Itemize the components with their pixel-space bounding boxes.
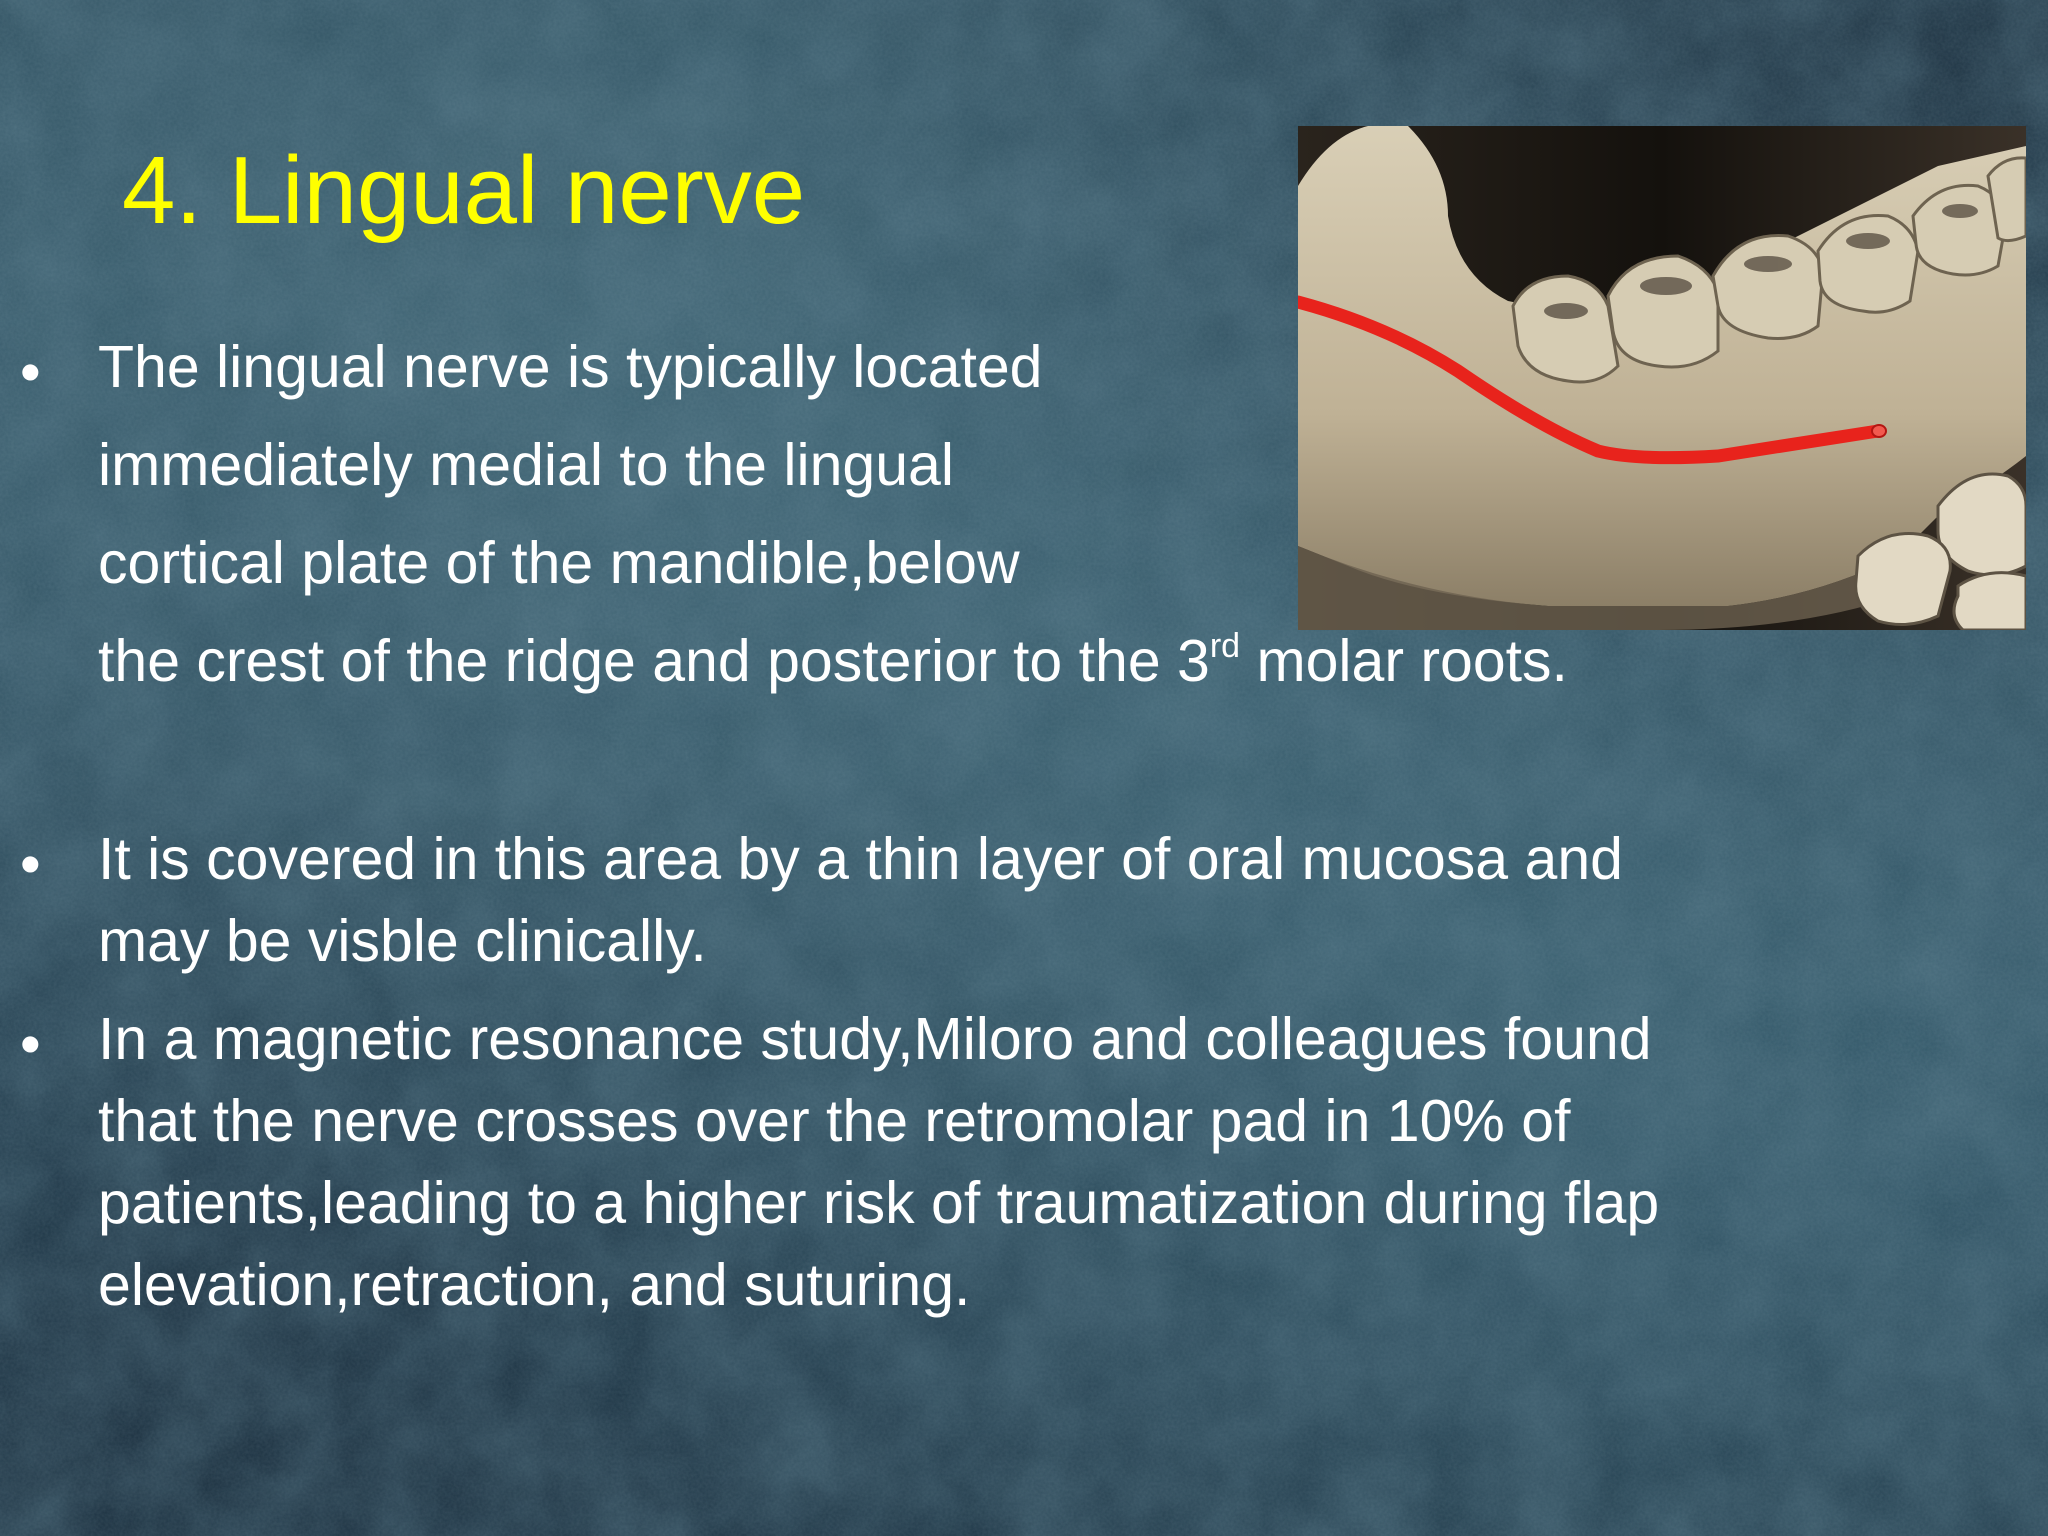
bullet-2-line-2: may be visble clinically. (98, 908, 707, 974)
bullet-marker: • (20, 1011, 41, 1077)
ordinal-suffix: rd (1209, 627, 1241, 665)
slide-title: 4. Lingual nerve (122, 137, 806, 244)
bullet-marker: • (20, 831, 41, 897)
bullet-1-line-4-text: the crest of the ridge and posterior to the 3 (98, 628, 1210, 694)
bullet-1-line-1: The lingual nerve is typically located (98, 334, 1043, 400)
bullet-3-line-1: In a magnetic resonance study,Miloro and colleagues found (98, 1006, 1652, 1072)
bullet-2-line-1: It is covered in this area by a thin layer of oral mucosa and (98, 826, 1623, 892)
bullet-3-line-3: patients,leading to a higher risk of traumatization during flap (98, 1170, 1660, 1236)
bullet-3-line-2: that the nerve crosses over the retromolar pad in 10% of (98, 1088, 1571, 1154)
bullet-1-line-4 (98, 628, 1568, 696)
mandible-nerve-photo (1298, 126, 2026, 630)
bullet-marker: • (20, 339, 41, 405)
bullet-1-line-3: cortical plate of the mandible,below (98, 530, 1020, 596)
bullet-3-line-4: elevation,retraction, and suturing. (98, 1252, 971, 1318)
bullet-1-line-4-end: molar roots. (1240, 628, 1568, 694)
bullet-1-line-2: immediately medial to the lingual (98, 432, 954, 498)
